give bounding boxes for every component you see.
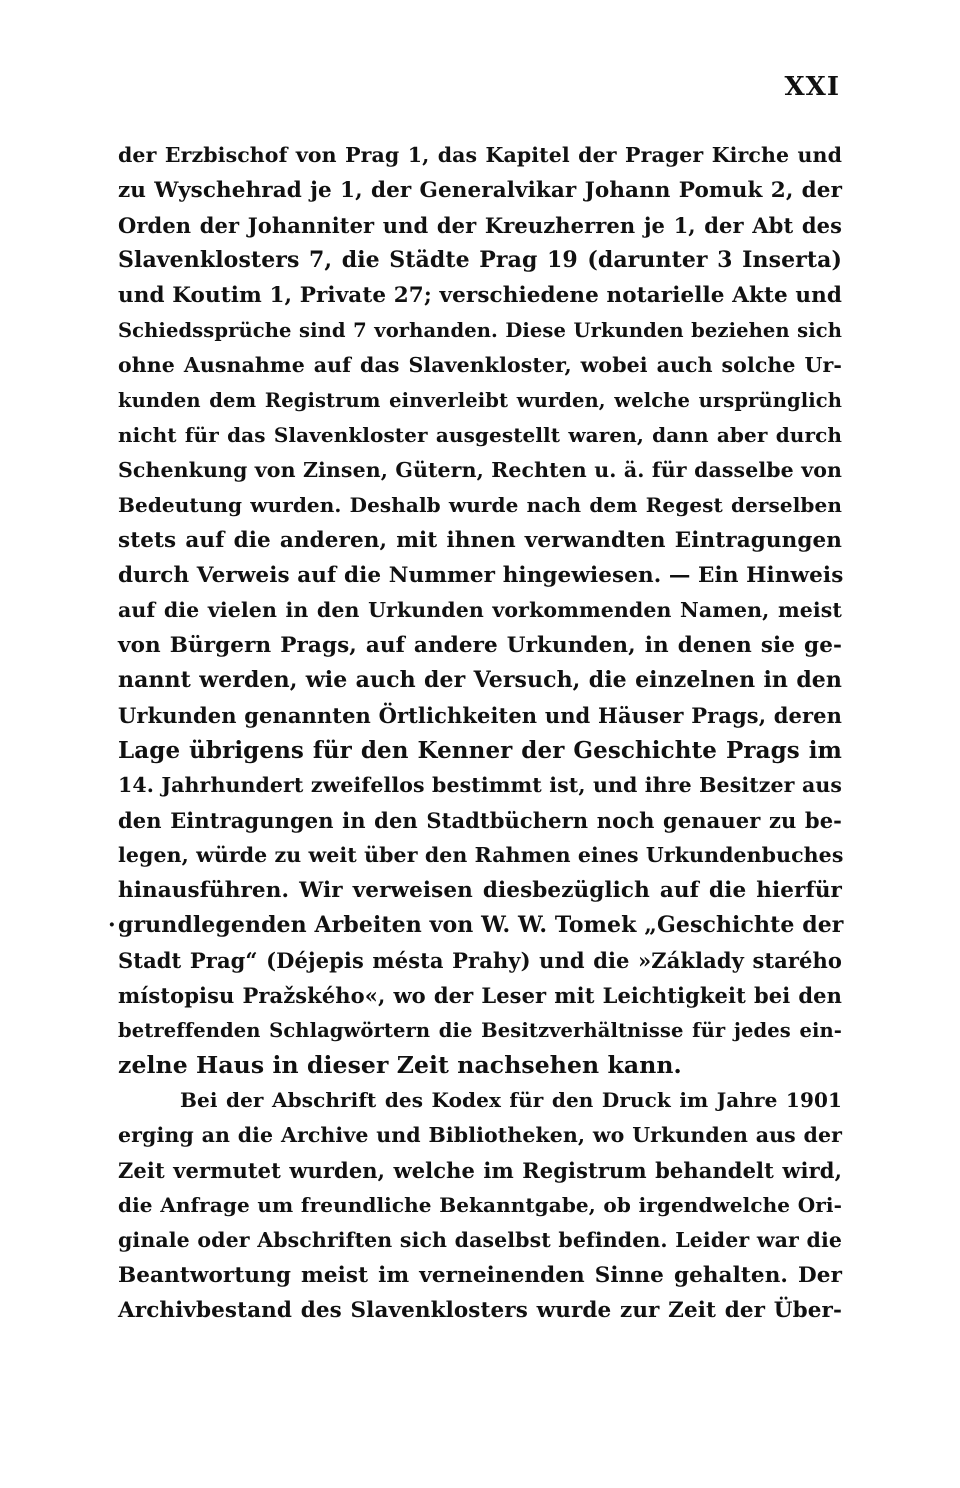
text-line: místopisu Pražského«, wo der Leser mit Leichtigkeit bei den <box>118 983 842 1008</box>
text-line: Archivbestand des Slavenklosters wurde zur Zeit der Über- <box>118 1298 842 1323</box>
text-line: auf die vielen in den Urkunden vorkommenden Namen, meist <box>118 598 842 622</box>
text-line: nicht für das Slavenkloster ausgestellt waren, dann aber durch <box>118 423 842 447</box>
text-line: zu Wyschehrad je 1, der Generalvikar Johann Pomuk 2, der <box>118 178 842 203</box>
text-line: durch Verweis auf die Nummer hingewiesen. — Ein Hinweis <box>118 563 844 588</box>
text-line: Urkunden genannten Örtlichkeiten und Häuser Prags, deren <box>118 703 842 728</box>
text-line: und Koutim 1, Private 27; verschiedene notarielle Akte und <box>118 283 842 308</box>
text-line: Schiedssprüche sind 7 vorhanden. Diese Urkunden beziehen sich <box>118 319 842 342</box>
text-line: Lage übrigens für den Kenner der Geschichte Prags im <box>118 737 842 764</box>
text-line: 14. Jahrhundert zweifellos bestimmt ist, und ihre Besitzer aus <box>118 773 842 797</box>
text-line: den Eintragungen in den Stadtbüchern noch genauer zu be- <box>118 808 842 833</box>
text-line: zelne Haus in dieser Zeit nachsehen kann. <box>118 1051 682 1079</box>
page-number: XXI <box>784 72 840 102</box>
text-line: Schenkung von Zinsen, Gütern, Rechten u. ä. für dasselbe von <box>118 458 842 482</box>
text-line: Stadt Prag“ (Déjepis mésta Prahy) und die »Základy starého <box>118 948 842 973</box>
text-line: stets auf die anderen, mit ihnen verwandten Eintragungen <box>118 528 842 553</box>
text-line: Slavenklosters 7, die Städte Prag 19 (darunter 3 Inserta) <box>118 247 842 273</box>
text-line: ohne Ausnahme auf das Slavenkloster, wobei auch solche Ur- <box>118 353 842 377</box>
text-line: Bei der Abschrift des Kodex für den Druck im Jahre 1901 <box>180 1088 842 1112</box>
text-line: legen, würde zu weit über den Rahmen eines Urkundenbuches <box>118 843 844 867</box>
text-line: Bedeutung wurden. Deshalb wurde nach dem Regest derselben <box>118 493 842 517</box>
text-line: die Anfrage um freundliche Bekanntgabe, ob irgendwelche Ori- <box>118 1193 842 1217</box>
text-line: Orden der Johanniter und der Kreuzherren je 1, der Abt des <box>118 213 842 238</box>
text-line: von Bürgern Prags, auf andere Urkunden, in denen sie ge- <box>118 633 842 658</box>
text-line: · grundlegenden Arbeiten von W. W. Tomek „Geschichte der <box>118 908 842 943</box>
text-line: der Erzbischof von Prag 1, das Kapitel der Prager Kirche und <box>118 143 842 167</box>
text-line: Zeit vermutet wurden, welche im Registrum behandelt wird, <box>118 1158 842 1183</box>
text-line: ginale oder Abschriften sich daselbst befinden. Leider war die <box>118 1228 842 1252</box>
text-line: kunden dem Registrum einverleibt wurden, welche ursprünglich <box>118 389 842 412</box>
text-line: betreffenden Schlagwörtern die Besitzverhältnisse für jedes ein- <box>118 1019 842 1042</box>
text-line: erging an die Archive und Bibliotheken, wo Urkunden aus der <box>118 1123 842 1147</box>
text-line: nannt werden, wie auch der Versuch, die einzelnen in den <box>118 667 842 693</box>
text-line: hinausführen. Wir verweisen diesbezüglich auf die hierfür <box>118 878 842 903</box>
text-line: Beantwortung meist im verneinenden Sinne gehalten. Der <box>118 1263 842 1288</box>
body-text <box>118 138 842 1328</box>
